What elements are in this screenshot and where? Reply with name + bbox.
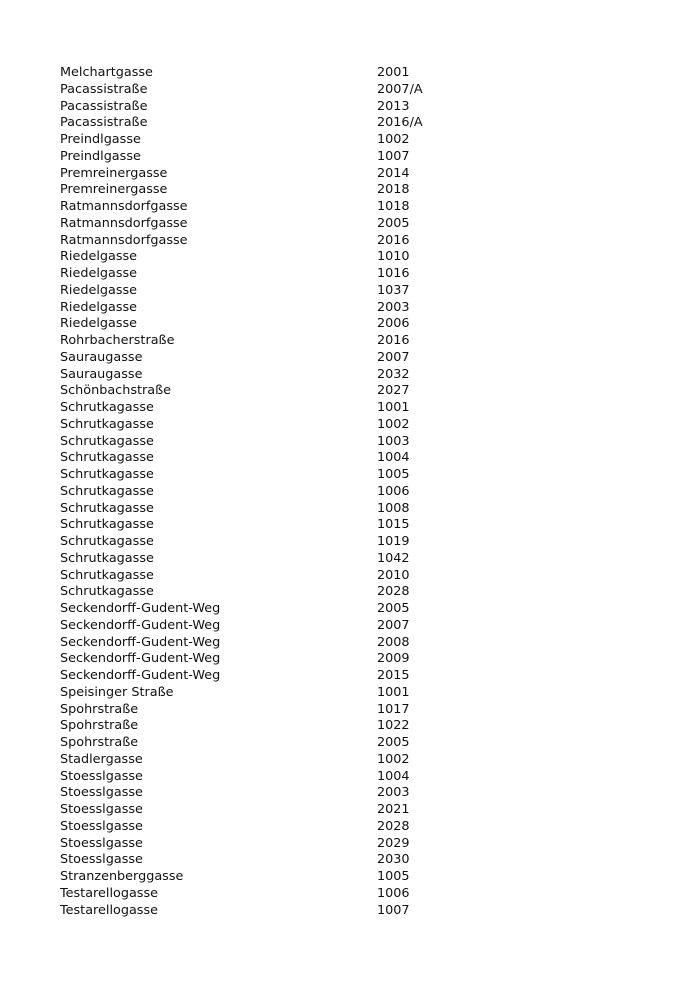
street-name: Premreinergasse	[60, 165, 168, 181]
street-name: Schrutkagasse	[60, 584, 154, 600]
table-row	[60, 635, 660, 652]
table-row	[60, 584, 660, 601]
street-name: Schrutkagasse	[60, 450, 154, 466]
table-row	[60, 367, 660, 384]
table-row	[60, 517, 660, 534]
street-name: Stoesslgasse	[60, 768, 143, 784]
table-row	[60, 216, 660, 233]
table-row	[60, 802, 660, 819]
street-name: Schrutkagasse	[60, 416, 154, 432]
house-number: 1008	[377, 500, 410, 516]
house-number: 2032	[377, 366, 410, 382]
table-row	[60, 400, 660, 417]
house-number: 1002	[377, 751, 410, 767]
table-row	[60, 702, 660, 719]
street-name: Testarellogasse	[60, 902, 159, 918]
table-row	[60, 568, 660, 585]
house-number: 1037	[377, 282, 410, 298]
house-number: 2003	[377, 785, 410, 801]
street-name: Schrutkagasse	[60, 400, 154, 415]
table-row	[60, 350, 660, 367]
table-row	[60, 149, 660, 166]
street-name: Stadlergasse	[60, 751, 143, 767]
house-number: 2029	[377, 835, 410, 851]
street-name: Schrutkagasse	[60, 550, 154, 566]
house-number: 2006	[377, 316, 410, 332]
house-number: 2003	[377, 299, 410, 315]
table-row	[60, 869, 660, 886]
house-number: 2010	[377, 567, 410, 583]
house-number: 2005	[377, 735, 410, 750]
table-row	[60, 316, 660, 333]
house-number: 2001	[377, 65, 410, 80]
street-name: Stranzenberggasse	[60, 869, 184, 884]
house-number: 2016	[377, 232, 410, 248]
table-row	[60, 651, 660, 668]
street-name: Ratmannsdorfgasse	[60, 199, 188, 214]
house-number: 1018	[377, 199, 410, 214]
table-row	[60, 467, 660, 484]
table-row	[60, 182, 660, 199]
house-number: 2008	[377, 634, 410, 650]
street-name: Seckendorff-Gudent-Weg	[60, 651, 221, 667]
house-number: 1017	[377, 701, 410, 717]
table-row	[60, 769, 660, 786]
table-row	[60, 99, 660, 116]
table-row	[60, 65, 660, 82]
house-number: 2030	[377, 852, 410, 868]
table-row	[60, 886, 660, 903]
street-name: Schrutkagasse	[60, 517, 154, 533]
street-name: Schrutkagasse	[60, 534, 154, 549]
street-name: Riedelgasse	[60, 266, 138, 281]
street-name: Ratmannsdorfgasse	[60, 215, 188, 231]
street-name: Pacassistraße	[60, 98, 148, 114]
table-row	[60, 233, 660, 250]
house-number: 2013	[377, 98, 410, 114]
street-name: Riedelgasse	[60, 299, 138, 315]
house-number: 2016/A	[377, 115, 423, 131]
house-number: 2005	[377, 215, 410, 231]
street-name: Testarellogasse	[60, 885, 159, 901]
table-row	[60, 819, 660, 836]
house-number: 1005	[377, 869, 410, 884]
house-number: 1010	[377, 249, 410, 265]
house-number: 2028	[377, 818, 410, 834]
table-row	[60, 450, 660, 467]
table-row	[60, 417, 660, 434]
street-name: Preindlgasse	[60, 132, 141, 147]
street-name: Stoesslgasse	[60, 852, 143, 868]
table-row	[60, 115, 660, 132]
table-row	[60, 82, 660, 99]
table-row	[60, 383, 660, 400]
table-row	[60, 484, 660, 501]
street-name: Preindlgasse	[60, 148, 141, 164]
table-row	[60, 618, 660, 635]
house-number: 1007	[377, 902, 410, 918]
street-name: Schrutkagasse	[60, 467, 154, 482]
street-name: Pacassistraße	[60, 115, 148, 131]
street-name: Spohrstraße	[60, 735, 139, 750]
street-name: Seckendorff-Gudent-Weg	[60, 668, 221, 683]
table-row	[60, 752, 660, 769]
street-name: Seckendorff-Gudent-Weg	[60, 601, 221, 616]
house-number: 2007	[377, 349, 410, 365]
street-name: Spohrstraße	[60, 718, 139, 734]
table-row	[60, 249, 660, 266]
house-number: 1002	[377, 132, 410, 147]
address-list	[60, 65, 660, 919]
street-name: Speisinger Straße	[60, 684, 174, 700]
street-name: Premreinergasse	[60, 182, 168, 198]
house-number: 1006	[377, 885, 410, 901]
street-name: Sauraugasse	[60, 366, 143, 382]
house-number: 1016	[377, 266, 410, 281]
table-row	[60, 501, 660, 518]
house-number: 2005	[377, 601, 410, 616]
street-name: Schrutkagasse	[60, 433, 154, 449]
street-name: Stoesslgasse	[60, 785, 143, 801]
house-number: 2028	[377, 584, 410, 600]
street-name: Riedelgasse	[60, 249, 138, 265]
table-row	[60, 434, 660, 451]
street-name: Pacassistraße	[60, 81, 148, 97]
house-number: 1004	[377, 768, 410, 784]
street-name: Schrutkagasse	[60, 500, 154, 516]
table-row	[60, 668, 660, 685]
street-name: Rohrbacherstraße	[60, 333, 175, 348]
house-number: 2016	[377, 333, 410, 348]
table-row	[60, 735, 660, 752]
street-name: Stoesslgasse	[60, 835, 143, 851]
street-name: Spohrstraße	[60, 701, 139, 717]
house-number: 1022	[377, 718, 410, 734]
house-number: 2009	[377, 651, 410, 667]
street-name: Seckendorff-Gudent-Weg	[60, 617, 221, 633]
table-row	[60, 836, 660, 853]
house-number: 1005	[377, 467, 410, 482]
house-number: 2027	[377, 383, 410, 399]
house-number: 1002	[377, 416, 410, 432]
house-number: 1004	[377, 450, 410, 466]
table-row	[60, 283, 660, 300]
table-row	[60, 903, 660, 920]
street-name: Stoesslgasse	[60, 818, 143, 834]
street-name: Schrutkagasse	[60, 483, 154, 499]
table-row	[60, 300, 660, 317]
house-number: 1015	[377, 517, 410, 533]
street-name: Melchartgasse	[60, 65, 153, 80]
table-row	[60, 718, 660, 735]
table-row	[60, 534, 660, 551]
street-name: Schrutkagasse	[60, 567, 154, 583]
house-number: 1001	[377, 400, 410, 415]
house-number: 1019	[377, 534, 410, 549]
table-row	[60, 266, 660, 283]
table-row	[60, 601, 660, 618]
table-row	[60, 199, 660, 216]
house-number: 1003	[377, 433, 410, 449]
house-number: 2007	[377, 617, 410, 633]
table-row	[60, 551, 660, 568]
street-name: Seckendorff-Gudent-Weg	[60, 634, 221, 650]
table-row	[60, 852, 660, 869]
house-number: 2007/A	[377, 81, 423, 97]
table-row	[60, 785, 660, 802]
house-number: 2018	[377, 182, 410, 198]
table-row	[60, 685, 660, 702]
street-name: Riedelgasse	[60, 316, 138, 332]
street-name: Ratmannsdorfgasse	[60, 232, 188, 248]
house-number: 2014	[377, 165, 410, 181]
house-number: 1042	[377, 550, 410, 566]
table-row	[60, 132, 660, 149]
house-number: 1007	[377, 148, 410, 164]
street-name: Stoesslgasse	[60, 802, 143, 817]
table-row	[60, 166, 660, 183]
house-number: 2021	[377, 802, 410, 817]
table-row	[60, 333, 660, 350]
house-number: 1006	[377, 483, 410, 499]
house-number: 1001	[377, 684, 410, 700]
street-name: Riedelgasse	[60, 282, 138, 298]
street-name: Schönbachstraße	[60, 383, 172, 399]
street-name: Sauraugasse	[60, 349, 143, 365]
house-number: 2015	[377, 668, 410, 683]
